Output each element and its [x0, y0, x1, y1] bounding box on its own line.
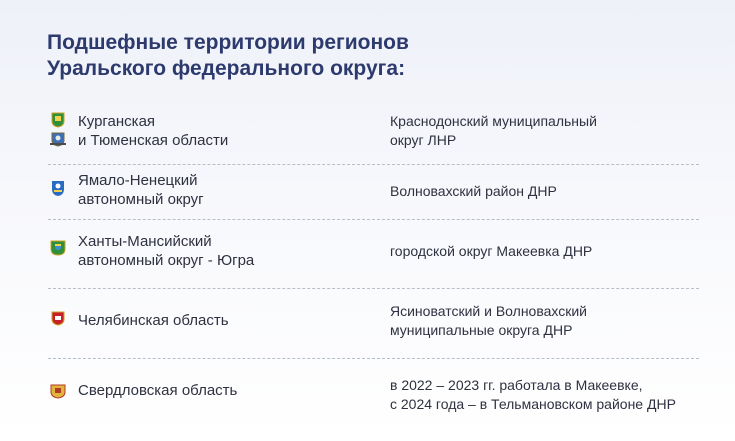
- row-divider: [48, 219, 699, 220]
- row-divider: [48, 164, 699, 165]
- row-divider: [48, 358, 699, 359]
- target-line-2: с 2024 года – в Тельмановском районе ДНР: [390, 396, 676, 412]
- region-name: [78, 381, 237, 400]
- region-name: [78, 311, 229, 330]
- region-line-2: автономный округ - Югра: [78, 252, 255, 269]
- title-line-1: Подшефные территории регионов: [47, 31, 409, 54]
- region-line-1: Ямало-Ненецкий: [78, 172, 198, 189]
- target-territory: [390, 376, 676, 414]
- region-line-1: Челябинская область: [78, 312, 229, 329]
- row-icons: [48, 311, 68, 326]
- region-line-1: Ханты-Мансийский: [78, 233, 212, 250]
- target-line-2: муниципальные округа ДНР: [390, 322, 573, 338]
- kurgan-coat-of-arms-icon: [51, 112, 65, 128]
- row-icons: [48, 384, 68, 399]
- target-line-1: городской округ Макеевка ДНР: [390, 243, 593, 259]
- row-icons: [48, 112, 68, 147]
- region-name: [78, 112, 228, 150]
- target-line-2: округ ЛНР: [390, 132, 457, 148]
- target-line-1: Волновахский район ДНР: [390, 183, 557, 199]
- row-divider: [48, 288, 699, 289]
- target-line-1: в 2022 – 2023 гг. работала в Макеевке,: [390, 377, 643, 393]
- chelyabinsk-coat-of-arms-icon: [51, 311, 65, 326]
- target-territory: [390, 182, 557, 201]
- target-line-1: Ясиноватский и Волновахский: [390, 303, 588, 319]
- title-line-2: Уральского федерального округа:: [47, 57, 406, 80]
- row-icons: [48, 179, 68, 197]
- region-line-1: Курганская: [78, 113, 156, 130]
- region-line-2: и Тюменская области: [78, 132, 229, 149]
- row-icons: [48, 240, 68, 256]
- target-territory: [390, 302, 587, 340]
- target-territory: [390, 112, 597, 150]
- region-line-1: Свердловская область: [78, 382, 238, 399]
- khmao-coat-of-arms-icon: [50, 240, 66, 256]
- region-name: [78, 171, 204, 209]
- yamal-coat-of-arms-icon: [51, 179, 65, 197]
- tyumen-coat-of-arms-icon: [50, 131, 66, 147]
- page-title: [47, 30, 409, 82]
- target-line-1: Краснодонский муниципальный: [390, 113, 597, 129]
- region-line-2: автономный округ: [78, 191, 204, 208]
- sverdlovsk-coat-of-arms-icon: [49, 384, 67, 399]
- region-name: [78, 232, 254, 270]
- target-territory: [390, 242, 592, 261]
